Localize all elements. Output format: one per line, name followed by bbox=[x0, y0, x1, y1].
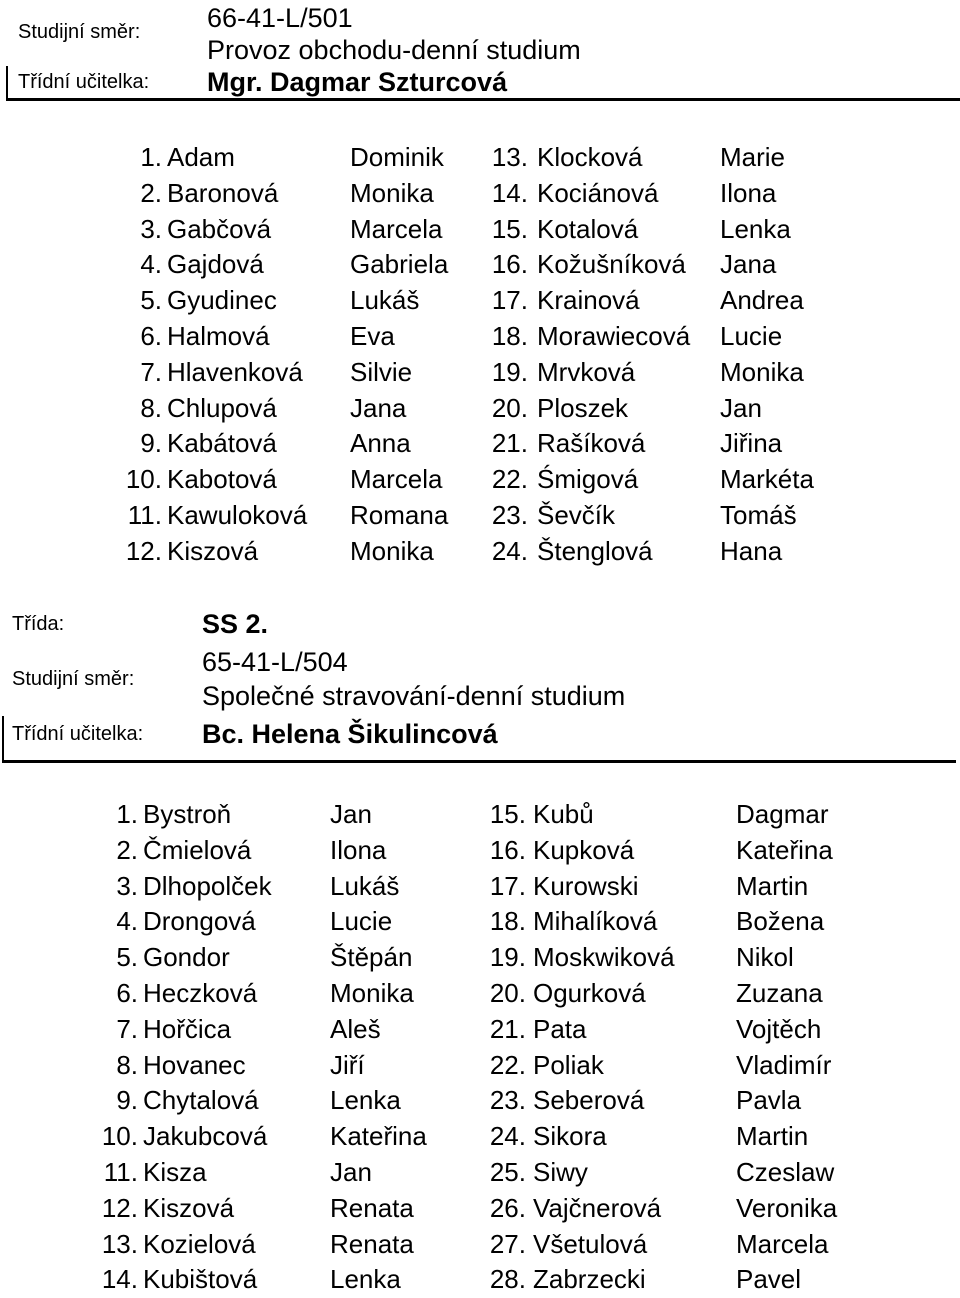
class-name: SS 2. bbox=[202, 609, 269, 639]
student-number: 6. bbox=[140, 320, 162, 351]
student-first-name: Ilona bbox=[330, 834, 387, 865]
student-number: 13. bbox=[491, 142, 528, 172]
student-row bbox=[0, 797, 960, 833]
student-row bbox=[0, 940, 960, 976]
student-first-name: Jana bbox=[350, 392, 407, 423]
student-surname: Halmová bbox=[167, 320, 270, 351]
student-surname: Kisza bbox=[143, 1156, 207, 1187]
student-number: 3. bbox=[116, 870, 138, 901]
student-first-name: Jiřina bbox=[720, 428, 783, 459]
student-surname: Hlavenková bbox=[167, 356, 303, 387]
student-number: 11. bbox=[127, 499, 162, 530]
student-row bbox=[0, 1227, 960, 1263]
student-number: 20. bbox=[491, 392, 528, 423]
student-number: 19. bbox=[491, 356, 528, 387]
student-number: 10. bbox=[125, 464, 162, 495]
student-surname: Gondor bbox=[143, 942, 230, 973]
student-first-name: Czeslaw bbox=[736, 1156, 835, 1187]
student-number: 7. bbox=[140, 356, 162, 387]
student-row bbox=[0, 247, 960, 283]
field-label: Studijní směr: bbox=[18, 21, 141, 43]
student-first-name: Andrea bbox=[720, 285, 804, 316]
student-number: 5. bbox=[140, 285, 162, 316]
student-surname: Ševčík bbox=[537, 499, 616, 530]
student-number: 25. bbox=[489, 1156, 526, 1187]
student-surname: Klocková bbox=[537, 142, 643, 172]
student-first-name: Renata bbox=[330, 1228, 414, 1259]
student-surname: Kiszová bbox=[143, 1192, 235, 1223]
student-number: 3. bbox=[140, 213, 162, 244]
student-first-name: Martin bbox=[736, 870, 809, 901]
student-row bbox=[0, 426, 960, 462]
student-surname: Śmigová bbox=[537, 464, 639, 495]
student-first-name: Lucie bbox=[330, 906, 393, 937]
student-surname: Vajčnerová bbox=[533, 1192, 662, 1223]
student-number: 12. bbox=[101, 1192, 138, 1223]
field-label: Studijní směr: bbox=[12, 668, 135, 690]
student-row bbox=[0, 869, 960, 905]
student-first-name: Monika bbox=[720, 356, 804, 387]
student-surname: Kurowski bbox=[533, 870, 639, 901]
student-number: 10. bbox=[101, 1121, 138, 1152]
student-surname: Sikora bbox=[533, 1121, 607, 1152]
student-number: 9. bbox=[140, 428, 162, 459]
student-row bbox=[0, 498, 960, 534]
student-first-name: Marcela bbox=[350, 464, 443, 495]
student-row bbox=[0, 212, 960, 248]
student-surname: Drongová bbox=[143, 906, 256, 937]
student-number: 19. bbox=[489, 942, 526, 973]
program-code: 66-41-L/501 bbox=[207, 3, 353, 33]
student-number: 1. bbox=[140, 142, 162, 172]
student-first-name: Jan bbox=[330, 1156, 372, 1187]
student-row bbox=[0, 904, 960, 940]
student-first-name: Jana bbox=[720, 249, 777, 280]
student-surname: Kupková bbox=[533, 834, 635, 865]
student-first-name: Ilona bbox=[720, 177, 777, 208]
student-number: 1. bbox=[116, 799, 138, 829]
student-first-name: Eva bbox=[350, 320, 395, 351]
student-number: 16. bbox=[491, 249, 528, 280]
student-surname: Mihalíková bbox=[533, 906, 658, 937]
student-first-name: Hana bbox=[720, 535, 783, 566]
student-surname: Kozielová bbox=[143, 1228, 256, 1259]
student-first-name: Lenka bbox=[330, 1264, 401, 1295]
student-surname: Gabčová bbox=[167, 213, 272, 244]
student-surname: Čmielová bbox=[143, 834, 252, 865]
student-number: 8. bbox=[140, 392, 162, 423]
student-surname: Jakubcová bbox=[143, 1121, 268, 1152]
student-surname: Kabotová bbox=[167, 464, 277, 495]
student-number: 13. bbox=[101, 1228, 138, 1259]
student-surname: Kubištová bbox=[143, 1264, 258, 1295]
student-first-name: Marcela bbox=[350, 213, 443, 244]
student-number: 22. bbox=[491, 464, 528, 495]
student-number: 12. bbox=[125, 535, 162, 566]
student-surname: Adam bbox=[167, 142, 235, 172]
student-first-name: Pavla bbox=[736, 1085, 802, 1116]
student-number: 22. bbox=[489, 1049, 526, 1080]
student-first-name: Martin bbox=[736, 1121, 809, 1152]
student-number: 14. bbox=[101, 1264, 138, 1295]
student-surname: Krainová bbox=[537, 285, 640, 316]
student-surname: Gyudinec bbox=[167, 285, 277, 316]
student-surname: Štenglová bbox=[537, 535, 653, 566]
student-first-name: Lenka bbox=[720, 213, 791, 244]
student-number: 4. bbox=[116, 906, 138, 937]
student-number: 16. bbox=[489, 834, 526, 865]
student-number: 14. bbox=[491, 177, 528, 208]
student-first-name: Kateřina bbox=[736, 834, 833, 865]
student-row bbox=[0, 462, 960, 498]
student-first-name: Vojtěch bbox=[736, 1013, 822, 1044]
student-number: 15. bbox=[491, 213, 528, 244]
student-row bbox=[0, 355, 960, 391]
student-number: 11. bbox=[103, 1156, 138, 1187]
student-number: 2. bbox=[116, 834, 138, 865]
student-first-name: Monika bbox=[330, 977, 414, 1008]
student-row bbox=[0, 283, 960, 319]
student-row bbox=[0, 319, 960, 355]
student-surname: Siwy bbox=[533, 1156, 588, 1187]
student-number: 18. bbox=[489, 906, 526, 937]
student-surname: Hovanec bbox=[143, 1049, 246, 1080]
student-first-name: Monika bbox=[350, 177, 434, 208]
student-first-name: Aleš bbox=[330, 1013, 381, 1044]
header-rule-horizontal bbox=[2, 760, 956, 763]
class1-list-right bbox=[0, 140, 960, 570]
program-code: 65-41-L/504 bbox=[202, 647, 348, 677]
student-first-name: Marie bbox=[720, 142, 786, 172]
student-surname: Dlhopolček bbox=[143, 870, 272, 901]
student-first-name: Romana bbox=[350, 499, 449, 530]
student-number: 15. bbox=[489, 799, 526, 829]
student-row bbox=[0, 1048, 960, 1084]
student-number: 7. bbox=[116, 1013, 138, 1044]
student-surname: Pata bbox=[533, 1013, 587, 1044]
student-surname: Zabrzecki bbox=[533, 1264, 646, 1295]
student-row bbox=[0, 391, 960, 427]
student-row bbox=[0, 534, 960, 570]
student-surname: Kiszová bbox=[167, 535, 259, 566]
student-surname: Kotalová bbox=[537, 213, 639, 244]
student-surname: Heczková bbox=[143, 977, 258, 1008]
student-number: 18. bbox=[491, 320, 528, 351]
student-first-name: Gabriela bbox=[350, 249, 449, 280]
student-surname: Bystroň bbox=[143, 799, 232, 829]
header-rule-vertical bbox=[6, 66, 8, 100]
student-surname: Moskwiková bbox=[533, 942, 675, 973]
student-first-name: Jan bbox=[330, 799, 372, 829]
student-first-name: Renata bbox=[330, 1192, 414, 1223]
student-number: 17. bbox=[491, 285, 528, 316]
student-first-name: Marcela bbox=[736, 1228, 829, 1259]
student-first-name: Nikol bbox=[736, 942, 794, 973]
student-first-name: Kateřina bbox=[330, 1121, 427, 1152]
student-first-name: Lenka bbox=[330, 1085, 401, 1116]
student-number: 5. bbox=[116, 942, 138, 973]
student-row bbox=[0, 176, 960, 212]
student-number: 28. bbox=[489, 1264, 526, 1295]
student-surname: Kabátová bbox=[167, 428, 277, 459]
student-surname: Všetulová bbox=[533, 1228, 648, 1259]
program-name: Společné stravování-denní studium bbox=[202, 681, 626, 711]
student-number: 21. bbox=[491, 428, 528, 459]
student-number: 6. bbox=[116, 977, 138, 1008]
student-number: 23. bbox=[489, 1085, 526, 1116]
student-first-name: Markéta bbox=[720, 464, 814, 495]
student-row bbox=[0, 1083, 960, 1119]
student-row bbox=[0, 833, 960, 869]
student-surname: Chytalová bbox=[143, 1085, 259, 1116]
student-number: 2. bbox=[140, 177, 162, 208]
student-number: 9. bbox=[116, 1085, 138, 1116]
teacher-label: Třídní učitelka: bbox=[12, 723, 144, 745]
student-surname: Baronová bbox=[167, 177, 279, 208]
student-row bbox=[0, 1012, 960, 1048]
student-surname: Seberová bbox=[533, 1085, 645, 1116]
student-first-name: Tomáš bbox=[720, 499, 797, 530]
student-first-name: Monika bbox=[350, 535, 434, 566]
student-surname: Gajdová bbox=[167, 249, 264, 280]
student-number: 21. bbox=[489, 1013, 526, 1044]
header-rule-vertical bbox=[2, 716, 4, 762]
student-row bbox=[0, 140, 960, 176]
student-number: 24. bbox=[489, 1121, 526, 1152]
student-surname: Rašíková bbox=[537, 428, 646, 459]
header-rule-horizontal bbox=[6, 98, 960, 101]
teacher-label: Třídní učitelka: bbox=[18, 71, 150, 93]
student-row bbox=[0, 1155, 960, 1191]
student-number: 23. bbox=[491, 499, 528, 530]
student-surname: Morawiecová bbox=[537, 320, 691, 351]
student-first-name: Jiří bbox=[330, 1049, 365, 1080]
class2-list-right bbox=[0, 797, 960, 1298]
student-number: 20. bbox=[489, 977, 526, 1008]
student-number: 27. bbox=[489, 1228, 526, 1259]
student-row bbox=[0, 1191, 960, 1227]
student-first-name: Lukáš bbox=[350, 285, 420, 316]
student-first-name: Anna bbox=[350, 428, 411, 459]
student-surname: Ogurková bbox=[533, 977, 646, 1008]
student-row bbox=[0, 976, 960, 1012]
student-surname: Kawuloková bbox=[167, 499, 308, 530]
student-first-name: Vladimír bbox=[736, 1049, 832, 1080]
student-first-name: Jan bbox=[720, 392, 762, 423]
student-first-name: Pavel bbox=[736, 1264, 802, 1295]
student-surname: Kubů bbox=[533, 799, 594, 829]
student-surname: Kociánová bbox=[537, 177, 659, 208]
student-surname: Poliak bbox=[533, 1049, 604, 1080]
student-surname: Hořčica bbox=[143, 1013, 232, 1044]
student-number: 26. bbox=[489, 1192, 526, 1223]
teacher-name: Bc. Helena Šikulincová bbox=[202, 719, 498, 749]
student-first-name: Dominik bbox=[350, 142, 444, 172]
student-first-name: Silvie bbox=[350, 356, 413, 387]
student-first-name: Lukáš bbox=[330, 870, 400, 901]
student-number: 8. bbox=[116, 1049, 138, 1080]
student-row bbox=[0, 1119, 960, 1155]
student-first-name: Veronika bbox=[736, 1192, 838, 1223]
student-first-name: Štěpán bbox=[330, 942, 413, 973]
program-name: Provoz obchodu-denní studium bbox=[207, 35, 581, 65]
student-number: 24. bbox=[491, 535, 528, 566]
teacher-name: Mgr. Dagmar Szturcová bbox=[207, 67, 508, 97]
student-surname: Chlupová bbox=[167, 392, 277, 423]
student-surname: Ploszek bbox=[537, 392, 629, 423]
student-number: 17. bbox=[489, 870, 526, 901]
student-first-name: Lucie bbox=[720, 320, 783, 351]
student-surname: Kožušníková bbox=[537, 249, 686, 280]
student-first-name: Dagmar bbox=[736, 799, 829, 829]
student-surname: Mrvková bbox=[537, 356, 636, 387]
student-first-name: Božena bbox=[736, 906, 825, 937]
student-number: 4. bbox=[140, 249, 162, 280]
class-label: Třída: bbox=[12, 613, 65, 635]
student-first-name: Zuzana bbox=[736, 977, 823, 1008]
